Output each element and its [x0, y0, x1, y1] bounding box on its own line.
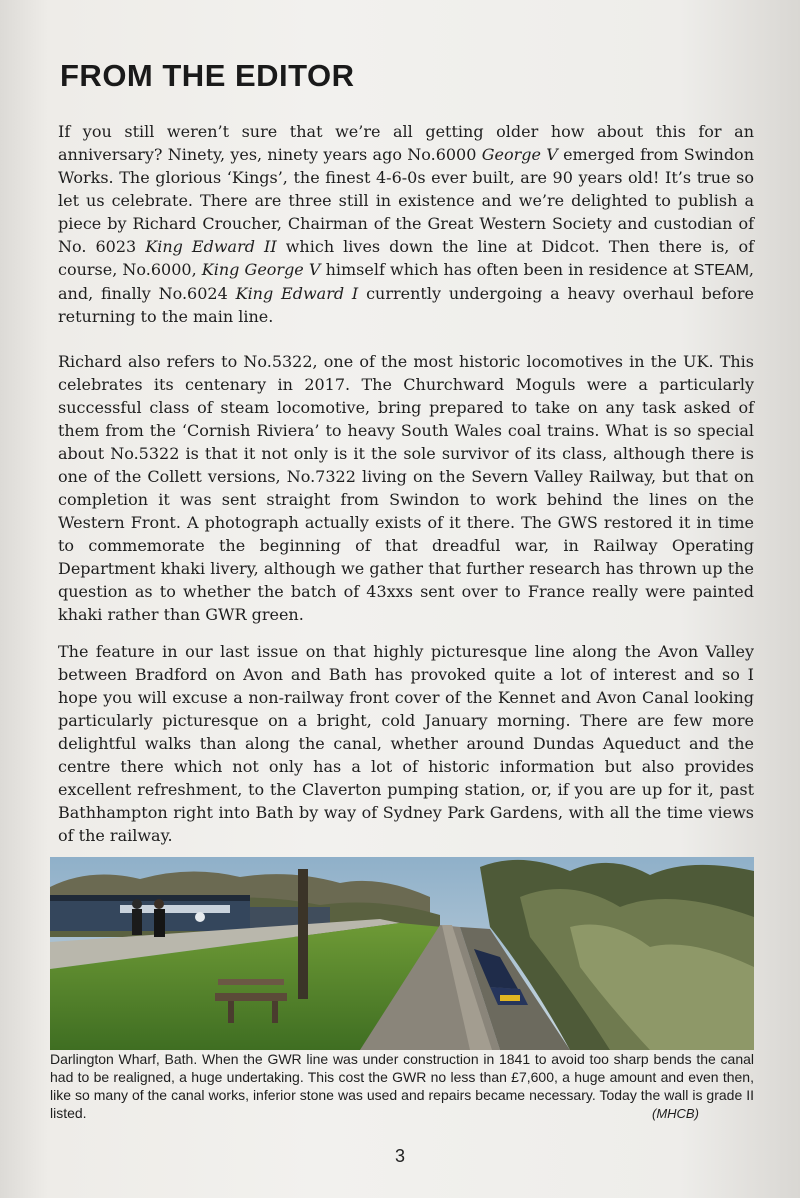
photo-caption: Darlington Wharf, Bath. When the GWR line was under construction in 1841 to avoid too sharp bends the canal had to be realigned, a huge undertaking. This cost the GWR no less than £7,600, a huge amount and even then, like so many of the canal works, inferior stone was used and repairs became necessary. Today the wall is grade II listed. — [50, 1051, 754, 1121]
paragraph-2: Richard also refers to No.5322, one of the most historic locomotives in the UK. This celebrates its centenary in 2017. The Churchward Moguls were a particularly successful class of steam locomotive, bring prepared to take on any task asked of them from the ‘Cornish Riviera’ to heavy South Wales coal trains. What is so special about No.5322 is that it not only is it the sole survivor of its class, although there is one of the Collett versions, No.7322 living on the Severn Valley Railway, but that on completion it was sent straight from Swindon to work behind the lines on the Western Front. A photograph actually exists of it there. The GWS restored it in time to commemorate the beginning of that dreadful war, in Railway Operating Department khaki livery, although we gather that further research has thrown up the question as to whether the batch of 43xxs sent over to France really were painted khaki rather than GWR green. — [58, 352, 754, 624]
para1-text-1: If you still weren’t sure that we’re all getting older how about this for an anniversary? Ninety, yes, ninety years ago No.6000 — [58, 122, 754, 164]
para1-text-4: himself which has often been in residence at — [320, 260, 694, 279]
para1-text-6: currently undergoing a heavy overhaul before returning to the main line. — [58, 284, 755, 326]
loco-name-king-edward-i: King Edward I — [235, 284, 359, 303]
para1-text-2: emerged from Swindon Works. The glorious ‘Kings’, the finest 4-6-0s ever built, are 90 years old! It’s true so let us celebrate. There are three still in existence and we’re delighted to publish a piece by Richard Croucher, Chairman of the Great Western Society and custodian of No. 6023 — [58, 145, 754, 256]
photo-credit: (MHCB) — [652, 1106, 699, 1121]
loco-name-king-george-v: King George V — [201, 260, 321, 279]
page-number: 3 — [394, 1146, 405, 1166]
paragraph-1 — [58, 120, 754, 328]
loco-name-king-edward-ii: King Edward II — [145, 237, 277, 256]
loco-name-george-v: George V — [481, 145, 558, 164]
steam-museum-name: STEAM — [693, 262, 749, 279]
para1-text-5: , and, finally No.6024 — [58, 260, 754, 303]
canal-railway-photo — [50, 857, 754, 1050]
photo-illustration — [50, 857, 754, 1050]
page-title: FROM THE EDITOR — [60, 58, 355, 93]
paragraph-3: The feature in our last issue on that highly picturesque line along the Avon Valley between Bradford on Avon and Bath has provoked quite a lot of interest and so I hope you will excuse a non-railway front cover of the Kennet and Avon Canal looking particularly picturesque on a bright, cold January morning. There are few more delightful walks than along the canal, whether around Dundas Aqueduct and the centre there which not only has a lot of historic information but also provides excellent refreshment, to the Claverton pumping station, or, if you are up for it, past Bathhampton right into Bath by way of Sydney Park Gardens, with all the time views of the railway. — [58, 642, 754, 845]
para1-text-3: which lives down the line at Didcot. Then there is, of course, No.6000, — [58, 237, 755, 279]
